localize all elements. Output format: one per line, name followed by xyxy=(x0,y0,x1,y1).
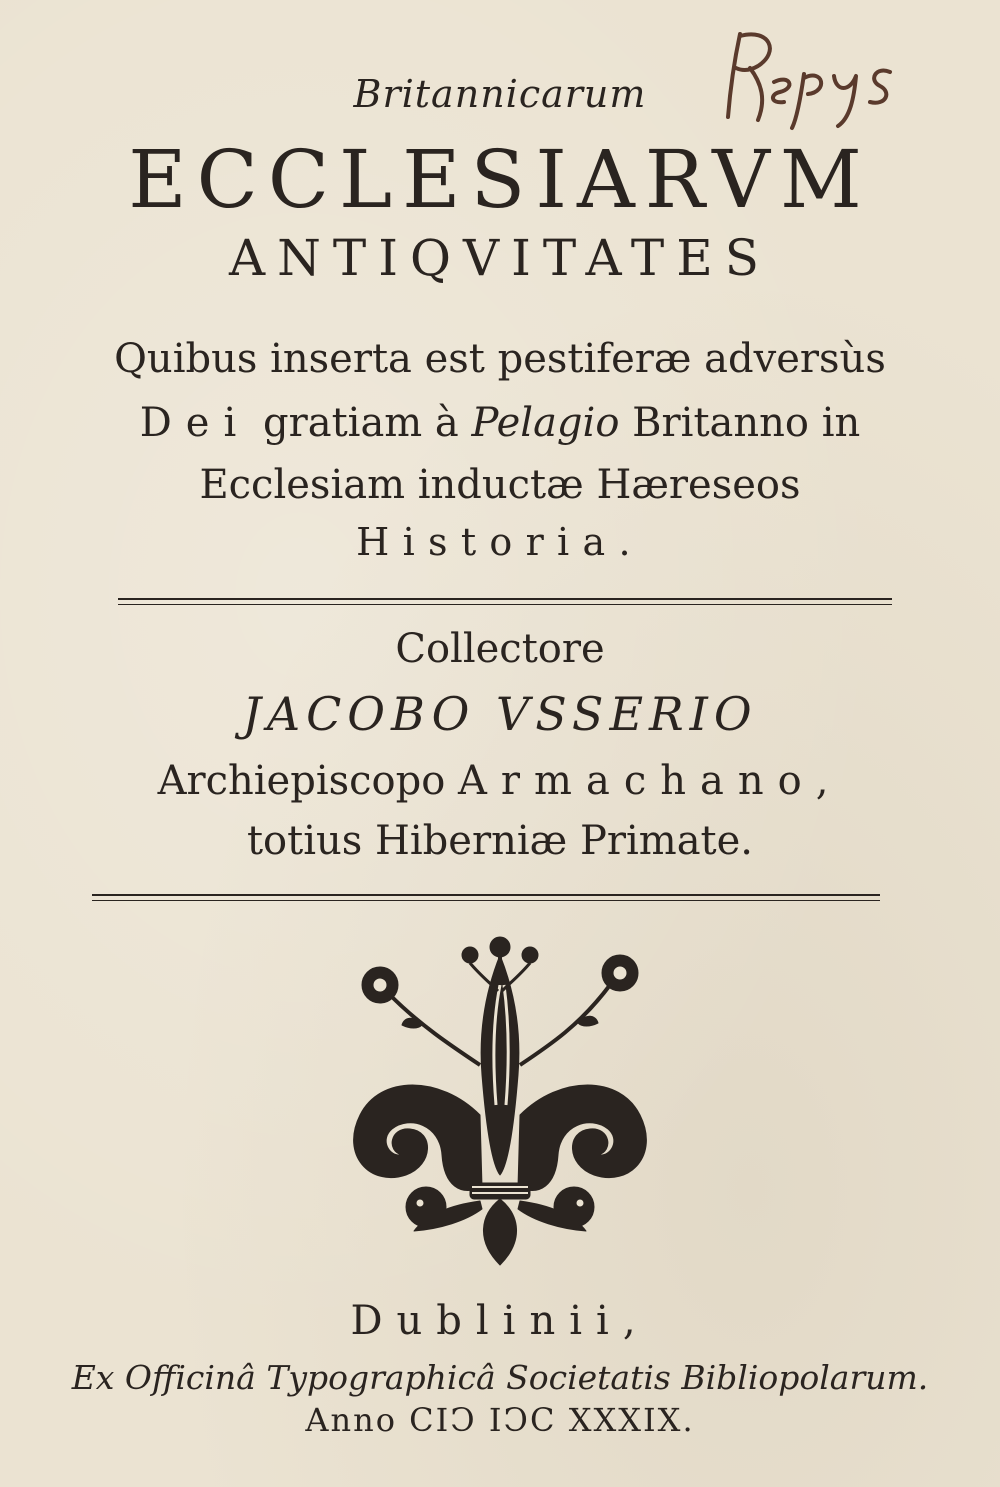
subtitle-line-3: Ecclesiam inductæ Hæreseos xyxy=(199,462,801,508)
title-kicker: Britannicarum xyxy=(353,72,647,116)
subtitle-line-2 xyxy=(0,398,1000,448)
collector-line-3 xyxy=(0,756,1000,806)
subtitle-line-1: Quibus inserta est pestiferæ adversùs xyxy=(114,336,886,382)
title-line-2: ANTIQVITATES xyxy=(229,229,771,287)
subtitle-line-4: Historia. xyxy=(356,520,644,564)
fleur-de-lis-ornament xyxy=(330,925,670,1270)
subtitle-line-2-text-b: Britanno in xyxy=(632,400,861,446)
imprint-city: Dublinii, xyxy=(350,1298,650,1344)
collector-label: Collectore xyxy=(395,626,605,672)
collector-line-4: totius Hiberniæ Primate. xyxy=(246,818,754,864)
pelagio-name: Pelagio xyxy=(471,400,620,446)
imprint-printer: Ex Officinâ Typographicâ Societatis Bibliopolarum. xyxy=(71,1358,929,1397)
imprint-year: Anno CIↃ IↃC XXXIX. xyxy=(305,1401,695,1439)
divider-rule xyxy=(118,598,892,605)
divider-rule xyxy=(92,894,880,901)
dei-smallcaps: Dei xyxy=(139,400,251,446)
archbishop-title: Archiepiscopo xyxy=(157,758,446,804)
title-line-1: ECCLESIARVM xyxy=(128,133,872,226)
subtitle-line-2-text-a: gratiam à xyxy=(263,400,459,446)
armachano: Armachano, xyxy=(458,758,843,804)
collector-name: JACOBO VSSERIO xyxy=(242,687,758,741)
